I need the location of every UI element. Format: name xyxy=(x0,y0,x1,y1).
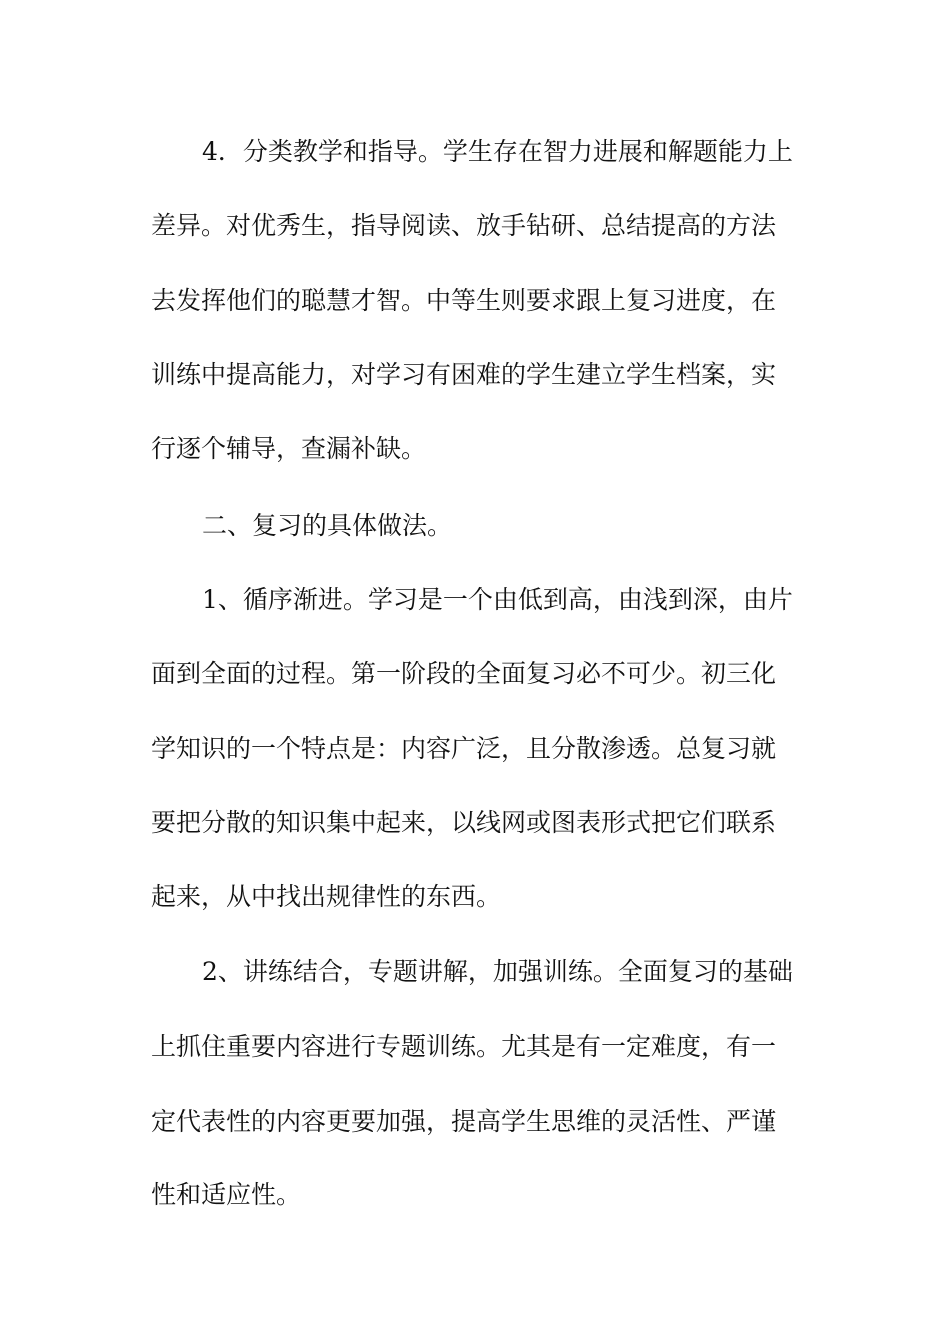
paragraph-2-line-1: 2、讲练结合，专题讲解，加强训练。全面复习的基础 xyxy=(202,957,793,986)
paragraph-1-line-5: 起来，从中找出规律性的东西。 xyxy=(151,882,502,911)
paragraph-2-line-2: 上抓住重要内容进行专题训练。尤其是有一定难度，有一 xyxy=(151,1032,777,1061)
paragraph-2-line-4: 性和适应性。 xyxy=(151,1180,302,1209)
paragraph-4-line-4: 训练中提高能力，对学习有困难的学生建立学生档案，实 xyxy=(151,360,777,389)
paragraph-4-line-1: 4．分类教学和指导。学生存在智力进展和解题能力上 xyxy=(202,137,793,166)
paragraph-2-line-3: 定代表性的内容更要加强，提高学生思维的灵活性、严谨 xyxy=(151,1107,777,1136)
paragraph-1-line-3: 学知识的一个特点是：内容广泛，且分散渗透。总复习就 xyxy=(151,734,777,763)
paragraph-4-line-2: 差异。对优秀生，指导阅读、放手钻研、总结提高的方法 xyxy=(151,211,777,240)
paragraph-4-line-3: 去发挥他们的聪慧才智。中等生则要求跟上复习进度，在 xyxy=(151,286,777,315)
paragraph-4-line-5: 行逐个辅导，查漏补缺。 xyxy=(151,434,427,463)
paragraph-1-line-1: 1、循序渐进。学习是一个由低到高，由浅到深，由片 xyxy=(202,585,793,614)
paragraph-1-line-2: 面到全面的过程。第一阶段的全面复习必不可少。初三化 xyxy=(151,659,777,688)
paragraph-1-line-4: 要把分散的知识集中起来，以线网或图表形式把它们联系 xyxy=(151,808,777,837)
section-heading-2: 二、复习的具体做法。 xyxy=(202,511,453,540)
